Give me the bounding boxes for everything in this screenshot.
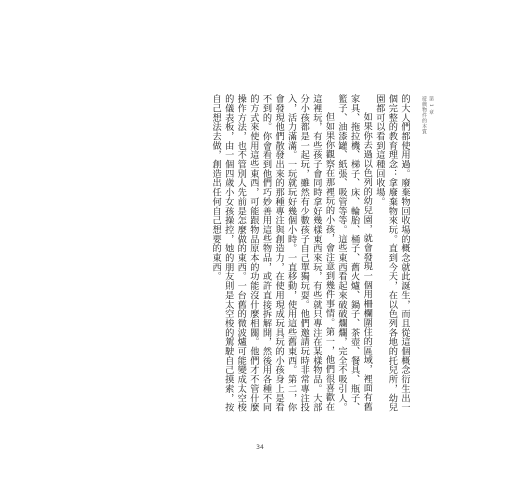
chapter-label: 第 1 章 <box>428 96 434 115</box>
paragraph: 的大人們都使用過。廢棄物回收場的概念就此誕生，而且從這個概念衍生出一個完整的教育理念：拿廢棄物來玩。直到今天，在以色列各地的托兒所，幼兒園都可以看到這種回收場。 <box>373 94 410 412</box>
chapter-title: 遊戲物件的本質 <box>421 96 427 135</box>
paragraph: 如果你去過以色列的幼兒園，就會發現一個用柵欄圍住的區域，裡面有舊家具、拖拉機、梯子、床、輪胎、桶子、舊火爐、鍋子、茶壺、餐具、瓶子、籃子、油漆罐、紙張、吸管等等。這些東西看起來破破爛爛，完全不吸引人。 <box>336 94 373 412</box>
body-text <box>138 94 410 412</box>
paragraph: 但如果你觀察在那裡玩的小孩，會注意到幾件事情。第一，他們很喜歡在這裡玩，有些孩子會同時拿好幾樣東西來玩，有些就只專注在某樣物品。大部分小孩都是一起玩，雖然有少數孩子自己單獨玩耍。他們邀請玩時非常專注投入，活力滿滿。一玩就玩好幾個小時。一直移動，使用這些舊東西。第二，你會發現他們散發出來的那種專注與創造力，在使用現成玩具玩的小孩身上是看不到的。你會看到他們巧妙善用這些物品，或許直接拆解開，然後用各種不同的方式來使用這些東西，可能跟物品原本的功能沒什麼相關。他們才不管什麼操作方法，也不管別人先前是怎麼做的東西。一台舊的微波爐可能變成太空梭的儀表板，由一個四歲小女孩操控，她的朋友則是太空梭的駕駛自己摸索，按自己想法去做，創造出任何自己想要的東西。 <box>210 94 335 412</box>
page-number: 34 <box>256 444 264 451</box>
running-header <box>420 96 434 135</box>
